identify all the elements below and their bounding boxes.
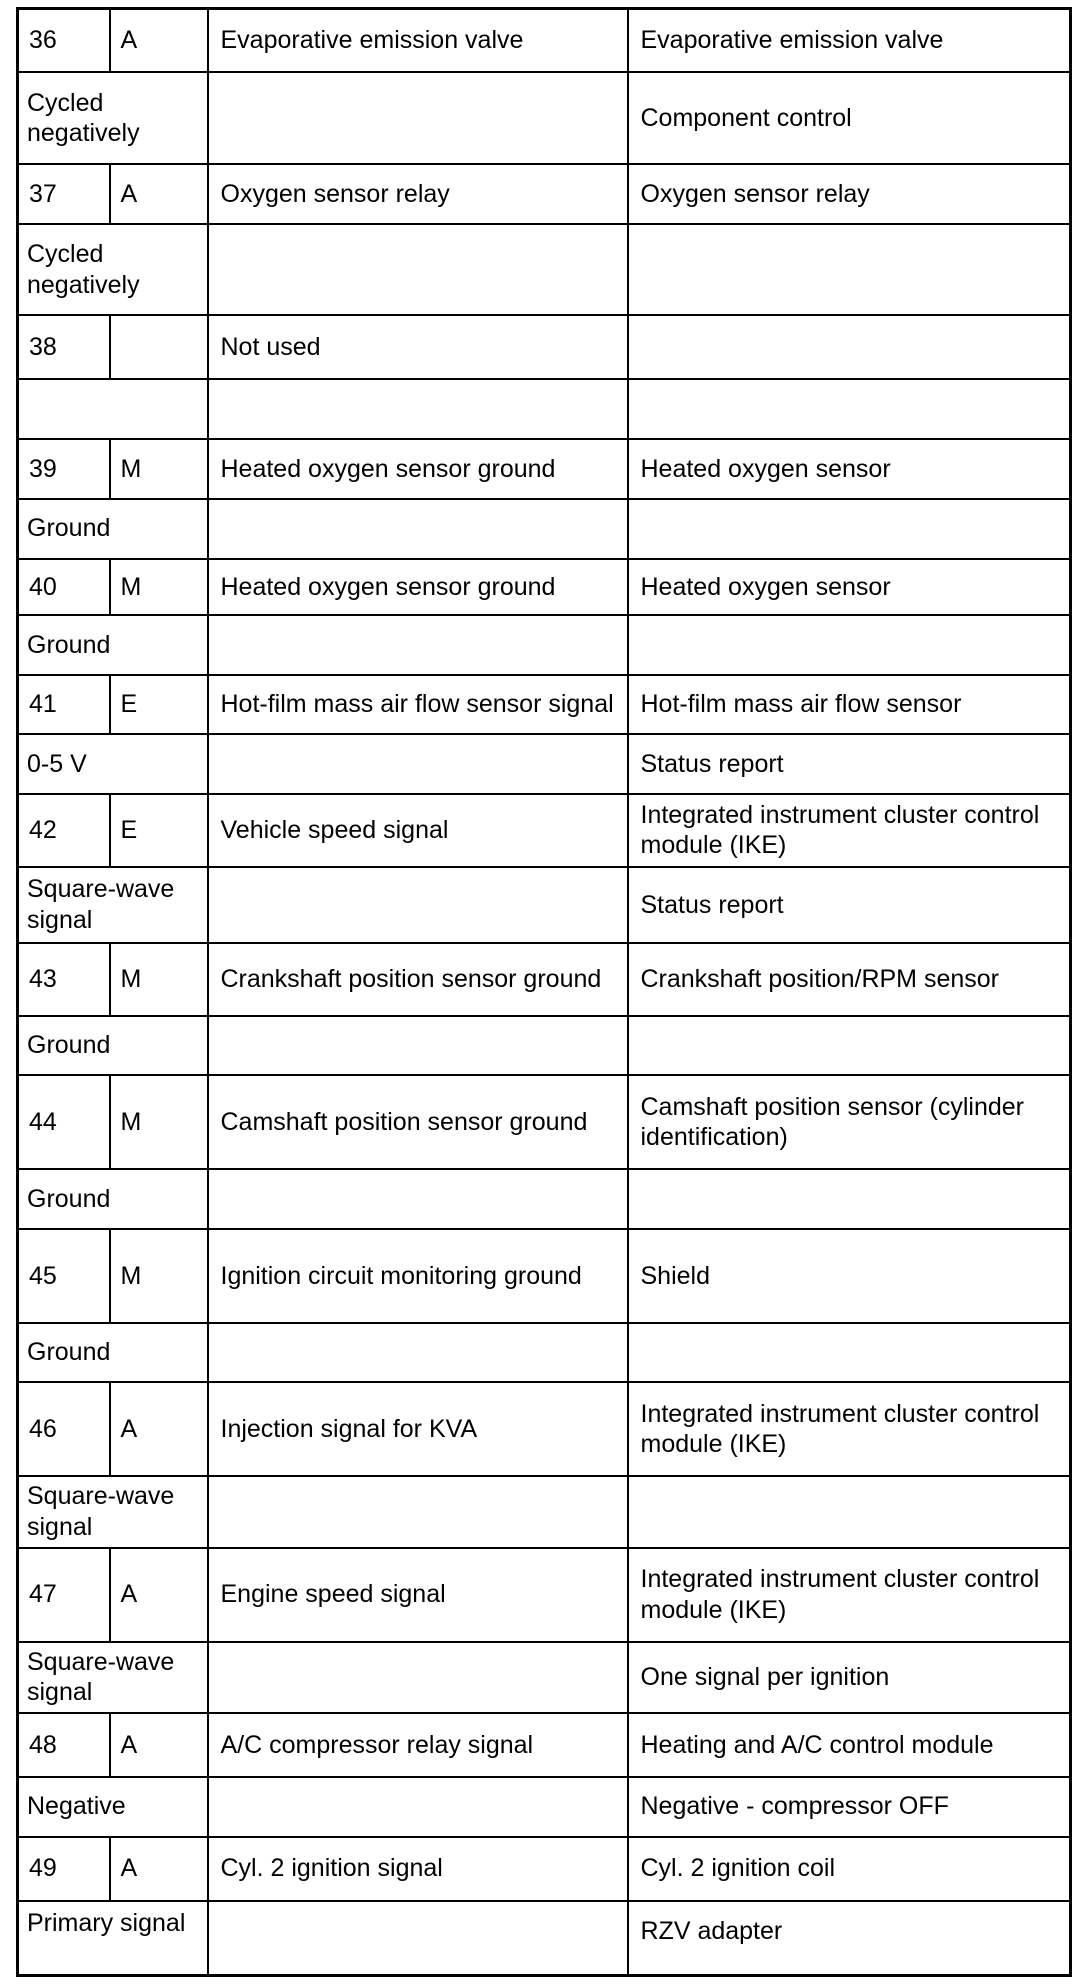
- signal-status: Cycled negatively: [18, 224, 208, 316]
- pin-row-36: [18, 9, 1071, 73]
- pin-row-41: [18, 675, 1071, 735]
- signal-description: Vehicle speed signal: [208, 794, 628, 866]
- pin-row-38: [18, 315, 1071, 379]
- pin-number: 47: [18, 1548, 110, 1642]
- pin-row-47: [18, 1548, 1071, 1642]
- signal-detail: RZV adapter: [628, 1901, 1071, 1976]
- blank-cell: [208, 1642, 628, 1713]
- pin-number: 40: [18, 559, 110, 616]
- pin-detail-row-36: [18, 72, 1071, 164]
- signal-status: Ground: [18, 1169, 208, 1229]
- signal-type-code: A: [110, 164, 208, 224]
- pin-detail-row-44: [18, 1169, 1071, 1229]
- signal-status: Negative: [18, 1777, 208, 1837]
- connected-component: Heated oxygen sensor: [628, 439, 1071, 499]
- signal-detail: [628, 1169, 1071, 1229]
- blank-cell: [208, 615, 628, 675]
- signal-description: A/C compressor relay signal: [208, 1713, 628, 1777]
- pin-number: 41: [18, 675, 110, 735]
- pin-row-49: [18, 1837, 1071, 1901]
- signal-detail: [628, 615, 1071, 675]
- connected-component: Integrated instrument cluster control module (IKE): [628, 1382, 1071, 1476]
- connected-component: Oxygen sensor relay: [628, 164, 1071, 224]
- pin-detail-row-41: [18, 734, 1071, 794]
- signal-detail: [628, 1323, 1071, 1383]
- signal-detail: Status report: [628, 867, 1071, 944]
- pin-detail-row-47: [18, 1642, 1071, 1713]
- signal-status: Ground: [18, 1323, 208, 1383]
- signal-type-code: A: [110, 9, 208, 73]
- blank-cell: [208, 224, 628, 316]
- blank-cell: [208, 499, 628, 559]
- signal-description: Ignition circuit monitoring ground: [208, 1229, 628, 1323]
- pin-detail-row-45: [18, 1323, 1071, 1383]
- signal-type-code: A: [110, 1548, 208, 1642]
- signal-status: Square-wave signal: [18, 867, 208, 944]
- pin-detail-row-38: [18, 379, 1071, 439]
- signal-description: Oxygen sensor relay: [208, 164, 628, 224]
- connected-component: Cyl. 2 ignition coil: [628, 1837, 1071, 1901]
- connected-component: Camshaft position sensor (cylinder identification): [628, 1075, 1071, 1169]
- signal-description: Hot-film mass air flow sensor signal: [208, 675, 628, 735]
- blank-cell: [208, 1016, 628, 1076]
- blank-cell: [208, 1777, 628, 1837]
- signal-type-code: E: [110, 794, 208, 866]
- signal-detail: Status report: [628, 734, 1071, 794]
- signal-detail: [628, 224, 1071, 316]
- pin-number: 46: [18, 1382, 110, 1476]
- signal-description: Heated oxygen sensor ground: [208, 559, 628, 616]
- pin-row-43: [18, 943, 1071, 1015]
- signal-type-code: M: [110, 439, 208, 499]
- connected-component: Integrated instrument cluster control module (IKE): [628, 794, 1071, 866]
- connected-component: Shield: [628, 1229, 1071, 1323]
- signal-status: [18, 379, 208, 439]
- pin-number: 36: [18, 9, 110, 73]
- blank-cell: [208, 1323, 628, 1383]
- signal-description: Heated oxygen sensor ground: [208, 439, 628, 499]
- pin-detail-row-46: [18, 1476, 1071, 1547]
- blank-cell: [208, 1169, 628, 1229]
- signal-description: Injection signal for KVA: [208, 1382, 628, 1476]
- signal-description: Cyl. 2 ignition signal: [208, 1837, 628, 1901]
- signal-status: Ground: [18, 499, 208, 559]
- pin-number: 44: [18, 1075, 110, 1169]
- signal-description: Not used: [208, 315, 628, 379]
- pin-detail-row-42: [18, 867, 1071, 944]
- signal-type-code: A: [110, 1837, 208, 1901]
- signal-description: Evaporative emission valve: [208, 9, 628, 73]
- pin-detail-row-37: [18, 224, 1071, 316]
- pin-row-44: [18, 1075, 1071, 1169]
- pin-row-45: [18, 1229, 1071, 1323]
- signal-detail: One signal per ignition: [628, 1642, 1071, 1713]
- signal-description: Crankshaft position sensor ground: [208, 943, 628, 1015]
- signal-status: Primary signal: [18, 1901, 208, 1976]
- signal-status: Square-wave signal: [18, 1476, 208, 1547]
- signal-detail: Component control: [628, 72, 1071, 164]
- pin-row-48: [18, 1713, 1071, 1777]
- signal-type-code: E: [110, 675, 208, 735]
- signal-type-code: M: [110, 559, 208, 616]
- blank-cell: [208, 867, 628, 944]
- pin-detail-row-39: [18, 499, 1071, 559]
- signal-type-code: A: [110, 1382, 208, 1476]
- pin-assignment-table-body: [18, 9, 1071, 1976]
- signal-description: Camshaft position sensor ground: [208, 1075, 628, 1169]
- pin-number: 49: [18, 1837, 110, 1901]
- pin-assignment-table: [16, 7, 1072, 1977]
- signal-status: Ground: [18, 615, 208, 675]
- pin-number: 48: [18, 1713, 110, 1777]
- blank-cell: [208, 734, 628, 794]
- signal-status: Square-wave signal: [18, 1642, 208, 1713]
- blank-cell: [208, 72, 628, 164]
- signal-detail: Negative - compressor OFF: [628, 1777, 1071, 1837]
- connected-component: Heated oxygen sensor: [628, 559, 1071, 616]
- connected-component: Crankshaft position/RPM sensor: [628, 943, 1071, 1015]
- blank-cell: [208, 379, 628, 439]
- pin-detail-row-40: [18, 615, 1071, 675]
- connected-component: Evaporative emission valve: [628, 9, 1071, 73]
- signal-detail: [628, 1476, 1071, 1547]
- pin-number: 38: [18, 315, 110, 379]
- connected-component: Integrated instrument cluster control module (IKE): [628, 1548, 1071, 1642]
- pin-number: 42: [18, 794, 110, 866]
- signal-status: Cycled negatively: [18, 72, 208, 164]
- pin-detail-row-43: [18, 1016, 1071, 1076]
- connected-component: [628, 315, 1071, 379]
- signal-type-code: [110, 315, 208, 379]
- signal-status: Ground: [18, 1016, 208, 1076]
- connected-component: Hot-film mass air flow sensor: [628, 675, 1071, 735]
- pin-number: 39: [18, 439, 110, 499]
- blank-cell: [208, 1476, 628, 1547]
- blank-cell: [208, 1901, 628, 1976]
- pin-detail-row-49: [18, 1901, 1071, 1976]
- signal-type-code: M: [110, 943, 208, 1015]
- signal-detail: [628, 379, 1071, 439]
- signal-type-code: M: [110, 1229, 208, 1323]
- signal-status: 0-5 V: [18, 734, 208, 794]
- signal-detail: [628, 499, 1071, 559]
- pin-detail-row-48: [18, 1777, 1071, 1837]
- pin-row-42: [18, 794, 1071, 866]
- pin-row-46: [18, 1382, 1071, 1476]
- pin-row-37: [18, 164, 1071, 224]
- connected-component: Heating and A/C control module: [628, 1713, 1071, 1777]
- pin-number: 37: [18, 164, 110, 224]
- signal-type-code: A: [110, 1713, 208, 1777]
- signal-detail: [628, 1016, 1071, 1076]
- pin-row-40: [18, 559, 1071, 616]
- pin-number: 43: [18, 943, 110, 1015]
- signal-type-code: M: [110, 1075, 208, 1169]
- pin-row-39: [18, 439, 1071, 499]
- signal-description: Engine speed signal: [208, 1548, 628, 1642]
- pin-number: 45: [18, 1229, 110, 1323]
